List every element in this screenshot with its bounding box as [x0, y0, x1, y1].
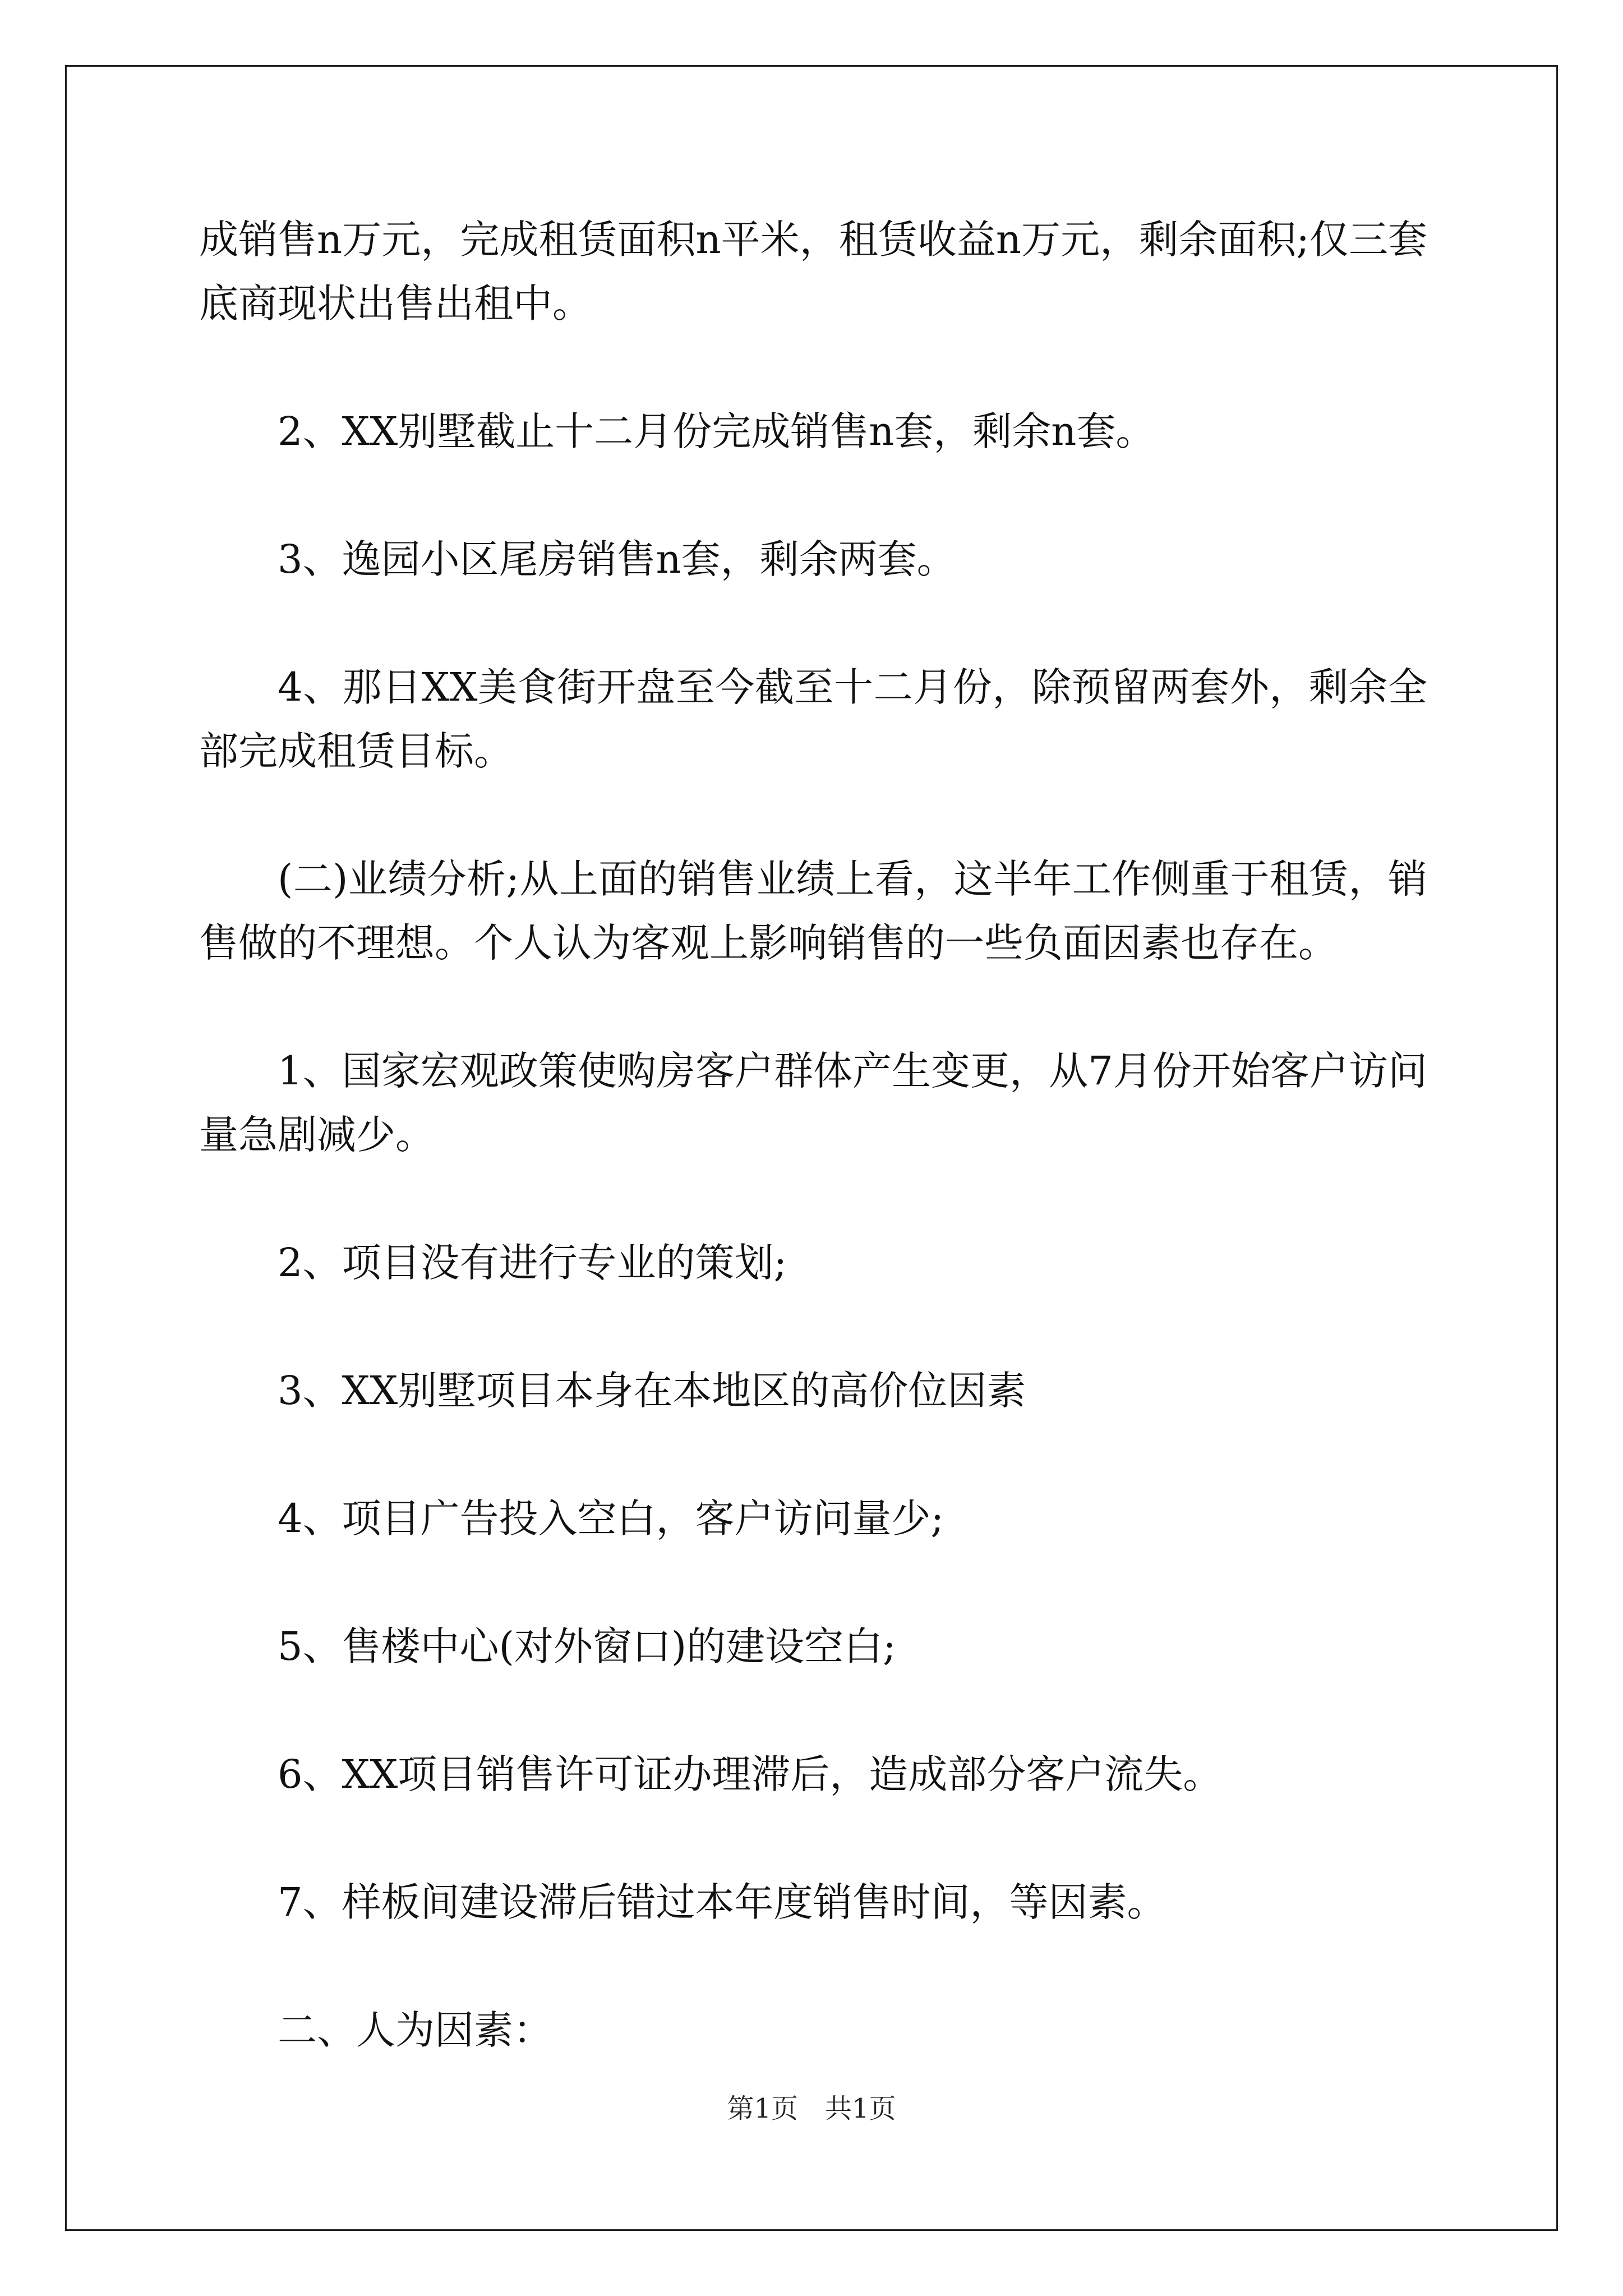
paragraph-9: 4、项目广告投入空白，客户访问量少; — [278, 1496, 944, 1542]
page-number-footer: 第1页 共1页 — [727, 2093, 896, 2124]
paragraph-5: (二)业绩分析;从上面的销售业绩上看，这半年工作侧重于租赁，销售做的不理想。个人认为客观上影响销售的一些负面因素也存在。 — [199, 856, 1427, 966]
paragraph-1: 成销售n万元，完成租赁面积n平米，租赁收益n万元，剩余面积;仅三套底商现状出售出租中。 — [199, 217, 1427, 326]
paragraph-13: 二、人为因素： — [278, 2007, 552, 2053]
paragraph-3: 3、逸园小区尾房销售n套，剩余两套。 — [278, 536, 956, 582]
paragraph-10: 5、售楼中心(对外窗口)的建设空白; — [278, 1623, 896, 1669]
paragraph-4: 4、那日XX美食街开盘至今截至十二月份，除预留两套外，剩余全部完成租赁目标。 — [199, 664, 1427, 774]
paragraph-7: 2、项目没有进行专业的策划; — [278, 1240, 787, 1286]
paragraph-2: 2、XX别墅截止十二月份完成销售n套，剩余n套。 — [278, 408, 1155, 454]
paragraph-12: 7、样板间建设滞后错过本年度销售时间，等因素。 — [278, 1879, 1166, 1925]
paragraph-6: 1、国家宏观政策使购房客户群体产生变更，从7月份开始客户访问量急剧减少。 — [199, 1048, 1427, 1158]
document-body — [199, 208, 1427, 2126]
paragraph-8: 3、XX别墅项目本身在本地区的高价位因素 — [278, 1368, 1026, 1414]
paragraph-11: 6、XX项目销售许可证办理滞后，造成部分客户流失。 — [278, 1751, 1223, 1797]
